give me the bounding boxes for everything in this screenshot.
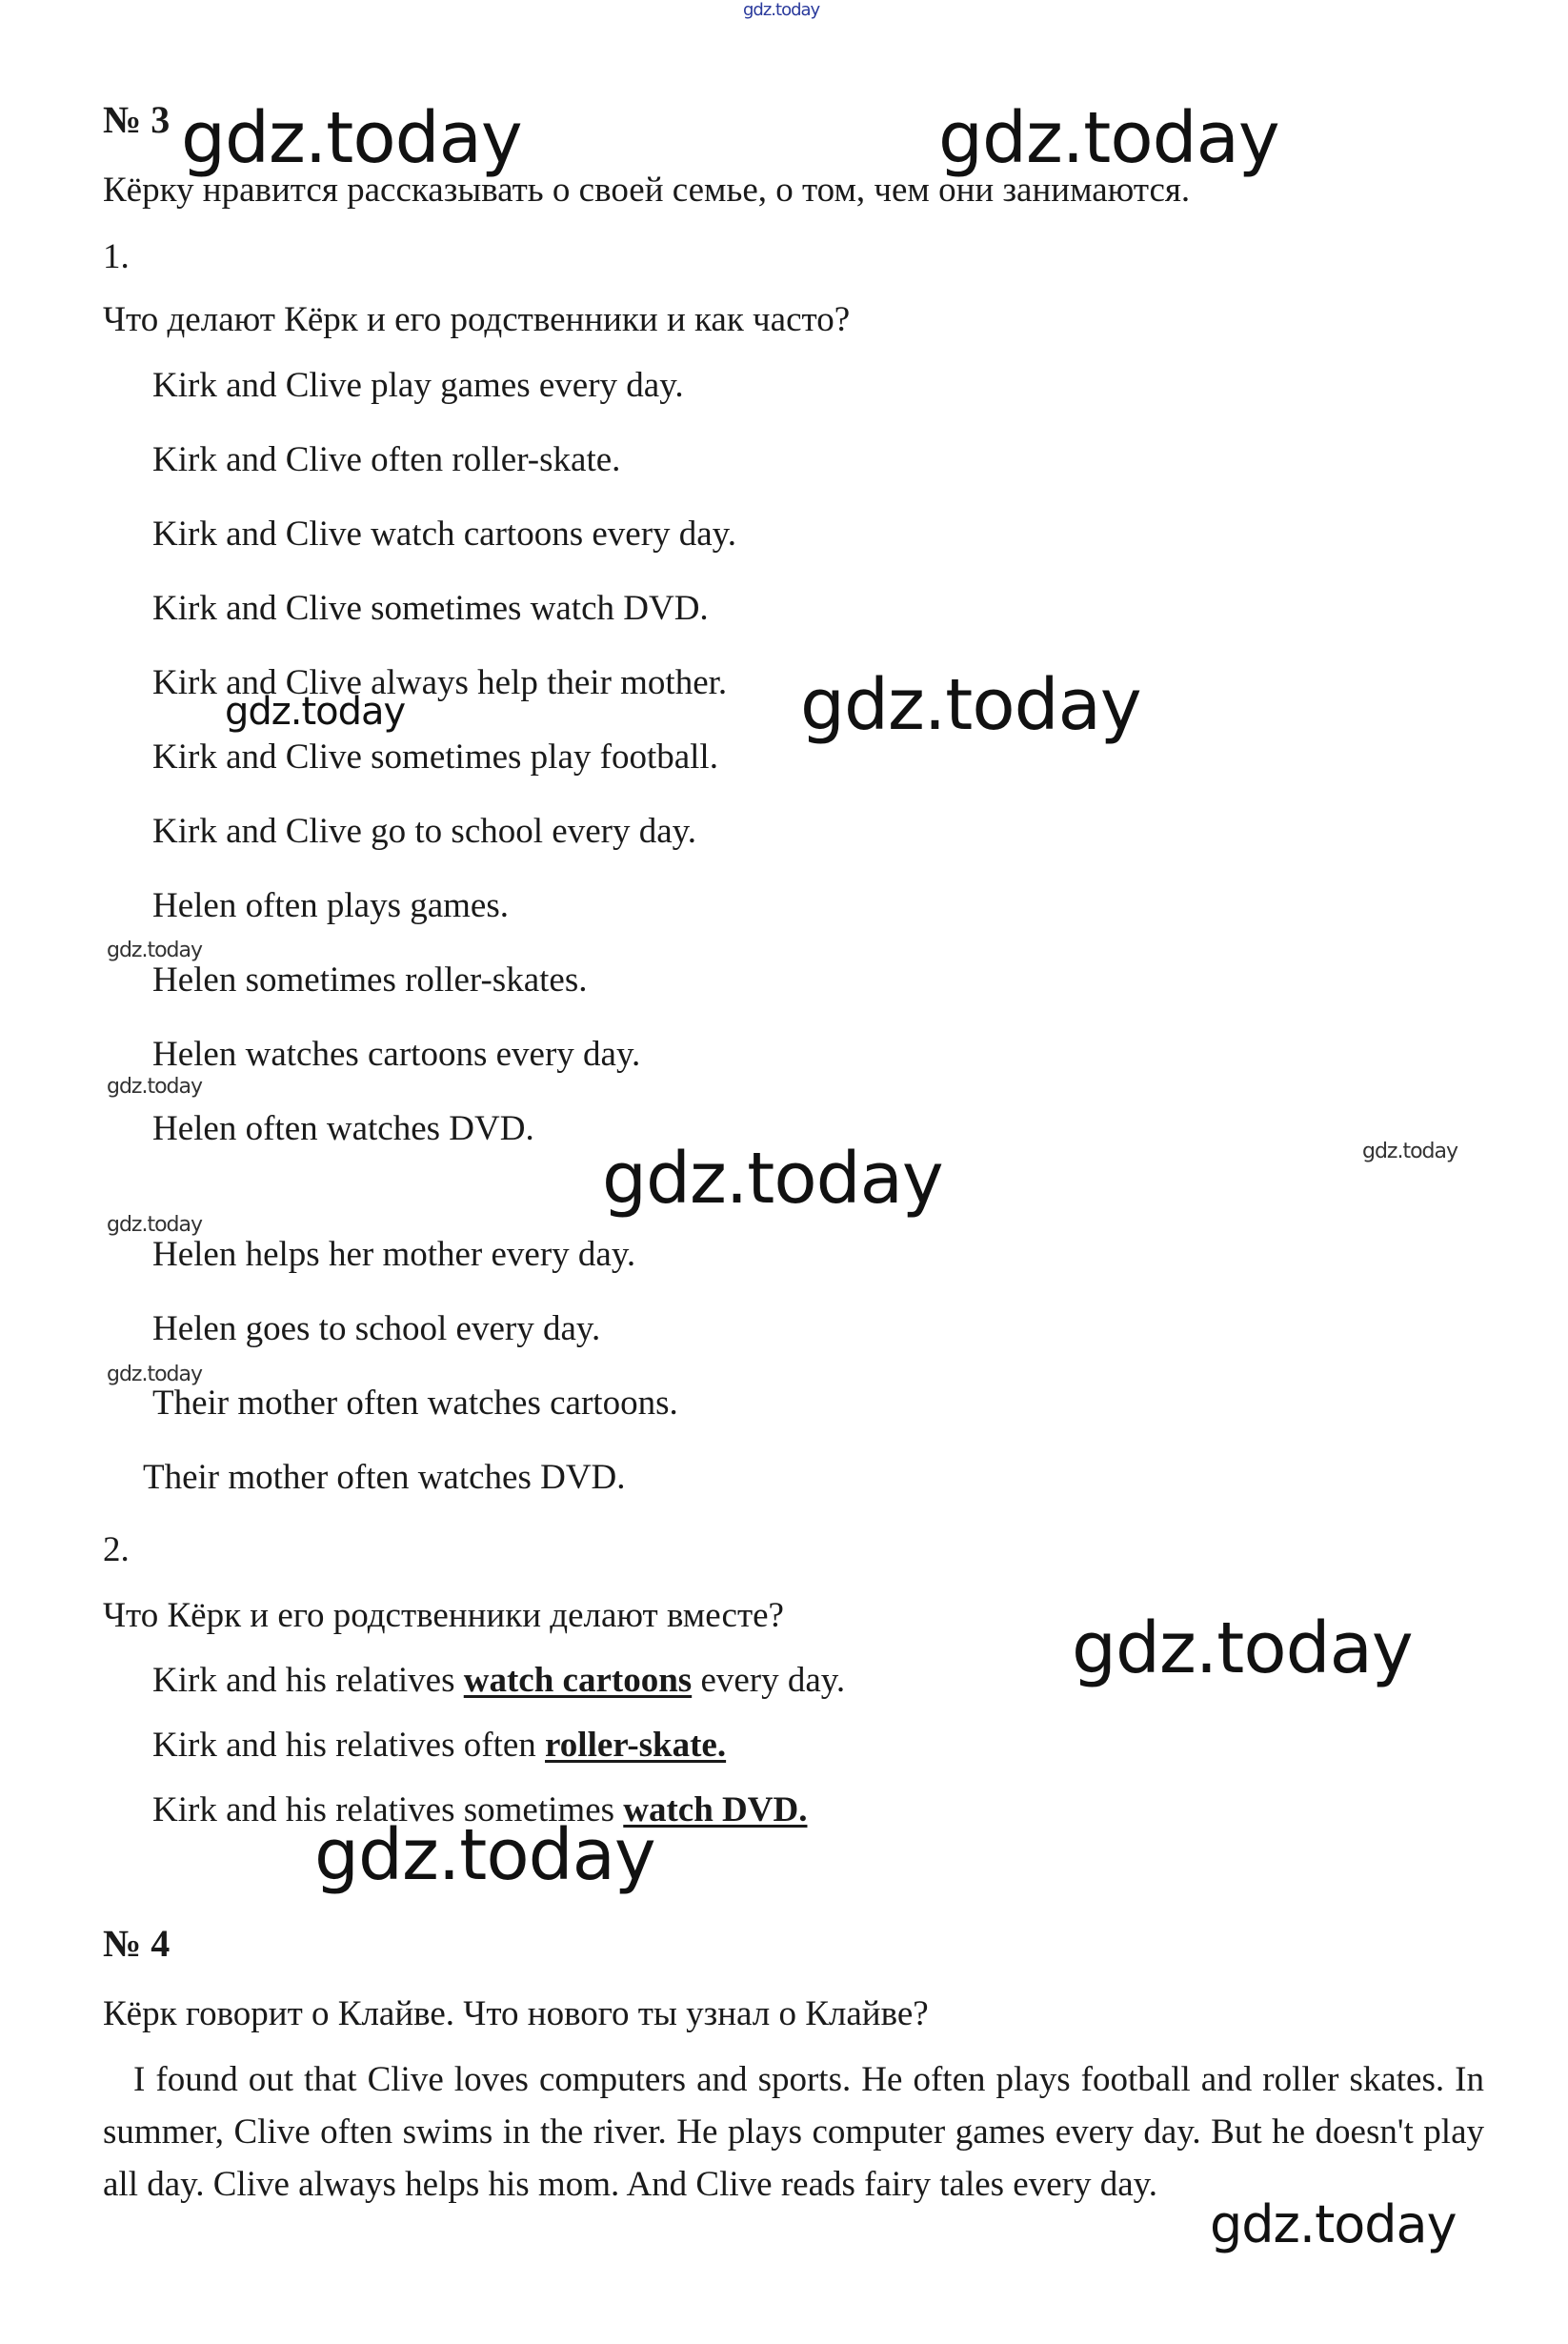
answer-text: Kirk and his relatives [152,1661,464,1700]
watermark: gdz.today [107,1363,203,1386]
answer-text: Kirk and his relatives often [152,1726,546,1765]
answer-text: Kirk and his relatives sometimes [152,1790,624,1829]
answer-line: Kirk and Clive sometimes play football. [152,738,718,777]
watermark: gdz.today [225,690,406,734]
answer-line: Helen often plays games. [152,886,509,925]
section-4-question: Кёрк говорит о Клайве. Что нового ты узнал о Клайве? [103,1994,929,2033]
watermark: gdz.today [800,664,1141,746]
watermark: gdz.today [743,0,820,20]
answer-line: Kirk and Clive go to school every day. [152,812,696,851]
part-1-number: 1. [103,237,130,276]
answer-line: Helen sometimes roller-skates. [152,960,588,1000]
answer-text: every day. [692,1661,846,1700]
answer-line: Their mother often watches cartoons. [152,1384,678,1423]
answer-line: Kirk and Clive play games every day. [152,366,684,405]
watermark: gdz.today [938,97,1279,179]
answer-line: Their mother often watches DVD. [143,1458,626,1497]
section-4-heading: № 4 [103,1922,171,1965]
answer-line [152,1725,726,1767]
watermark: gdz.today [1210,2194,1457,2254]
watermark: gdz.today [107,1075,203,1099]
answer-line: Kirk and Clive sometimes watch DVD. [152,589,709,628]
section-3-intro: Кёрку нравится рассказывать о своей семье, о том, чем они занимаются. [103,171,1191,210]
watermark: gdz.today [1362,1140,1458,1163]
section-4-answer: I found out that Clive loves computers and sports. He often plays football and roller skates. In summer, Clive often swims in the river. He plays computer games every day. But he doesn't play all day. Clive always helps his mom. And Clive reads fairy tales every day. [103,2060,1484,2204]
part-1-question: Что делают Кёрк и его родственники и как часто? [103,300,851,339]
answer-line: Kirk and Clive always help their mother. [152,663,728,702]
part-2-number: 2. [103,1530,130,1569]
answer-underlined: roller-skate. [545,1726,727,1765]
section-3-heading: № 3 [103,98,171,141]
answer-line: Helen goes to school every day. [152,1309,601,1348]
answer-underlined: watch DVD. [623,1790,808,1829]
answer-line: Helen watches cartoons every day. [152,1035,641,1074]
part-2-question: Что Кёрк и его родственники делают вместе? [103,1596,784,1635]
answer-line: Kirk and Clive often roller-skate. [152,440,621,479]
watermark: gdz.today [181,97,522,179]
answer-line [152,1660,845,1702]
watermark: gdz.today [107,939,203,962]
watermark: gdz.today [107,1213,203,1237]
watermark: gdz.today [314,1814,655,1896]
answer-line: Helen often watches DVD. [152,1109,534,1148]
watermark: gdz.today [602,1138,943,1220]
answer-line: Kirk and Clive watch cartoons every day. [152,515,737,554]
answer-underlined: watch cartoons [463,1661,693,1700]
answer-line: Helen helps her mother every day. [152,1235,636,1274]
watermark: gdz.today [1072,1607,1413,1689]
